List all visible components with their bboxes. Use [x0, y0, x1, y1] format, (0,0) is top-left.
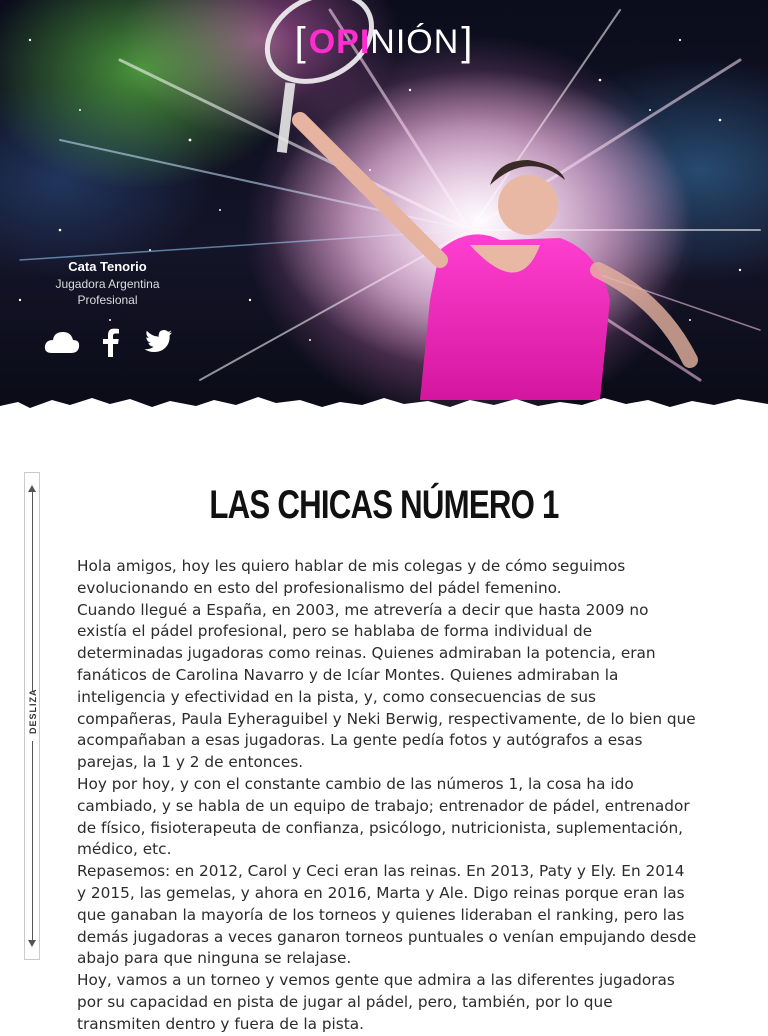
- article-paragraph: Hoy, vamos a un torneo y vemos gente que admira a las diferentes jugadoras por su capacidad en pista de jugar al pádel, pero, también, por lo que transmiten dentro y fuera de la pista.: [77, 971, 675, 1033]
- opinion-logo[interactable]: [284, 20, 484, 64]
- author-info: [40, 258, 175, 308]
- logo-bracket-right: ]: [461, 19, 474, 64]
- article-paragraph: Hoy por hoy, y con el constante cambio de las números 1, la cosa ha ido cambiado, y se habla de un equipo de trabajo; entrenador de pádel, entrenador de físico, fisioterapeuta de confianza, psicólogo, nutricionista, suplementación, médico, etc.: [77, 774, 690, 859]
- scroll-line-bottom: [32, 741, 33, 941]
- article-paragraph: Cuando llegué a España, en 2003, me atrevería a decir que hasta 2009 no existía el pádel profesional, pero se hablaba de forma individual de determinadas jugadoras como reinas. Quienes admiraban la potencia, eran fanáticos de Carolina Navarro y de Icíar Montes. Quienes admiraban la inteligencia y efectividad en la pista, y, como consecuencias de sus compañeras, Paula Eyheraguibel y Neki Berwig, respectivamente, de lo bien que acompañaban a esas jugadoras. La gente pedía fotos y autógrafos a esas parejas, la 1 y 2 de entonces.: [77, 600, 696, 772]
- scroll-label: DESLIZA: [28, 688, 38, 734]
- social-links: [44, 326, 176, 358]
- logo-highlight: OPI: [308, 22, 371, 61]
- article-paragraph: Hola amigos, hoy les quiero hablar de mis colegas y de cómo seguimos evolucionando en esto del profesionalismo del pádel femenino.: [77, 557, 626, 597]
- hero-banner: [0, 0, 768, 418]
- article-title: LAS CHICAS NÚMERO 1: [209, 482, 559, 527]
- twitter-icon[interactable]: [140, 326, 176, 358]
- cloud-icon[interactable]: [44, 326, 80, 358]
- author-name: Cata Tenorio: [68, 259, 147, 274]
- scroll-line-top: [32, 491, 33, 691]
- author-role: Jugadora Argentina Profesional: [55, 277, 160, 307]
- torn-paper-edge: [0, 378, 768, 418]
- article-body: [77, 556, 697, 1036]
- facebook-icon[interactable]: [92, 326, 128, 358]
- logo-text: NIÓN: [370, 22, 460, 61]
- scroll-indicator[interactable]: [24, 472, 40, 960]
- scroll-down-arrow-icon: [28, 940, 36, 947]
- logo-bracket-left: [: [294, 19, 307, 64]
- article-paragraph: Repasemos: en 2012, Carol y Ceci eran las reinas. En 2013, Paty y Ely. En 2014 y 2015, las gemelas, y ahora en 2016, Marta y Ale. Digo reinas porque eran las que ganaban la mayoría de los torneos y quienes lideraban el ranking, pero las demás jugadoras a veces ganaron torneos puntuales o venían empujando desde abajo para que ninguna se relajase.: [77, 862, 697, 968]
